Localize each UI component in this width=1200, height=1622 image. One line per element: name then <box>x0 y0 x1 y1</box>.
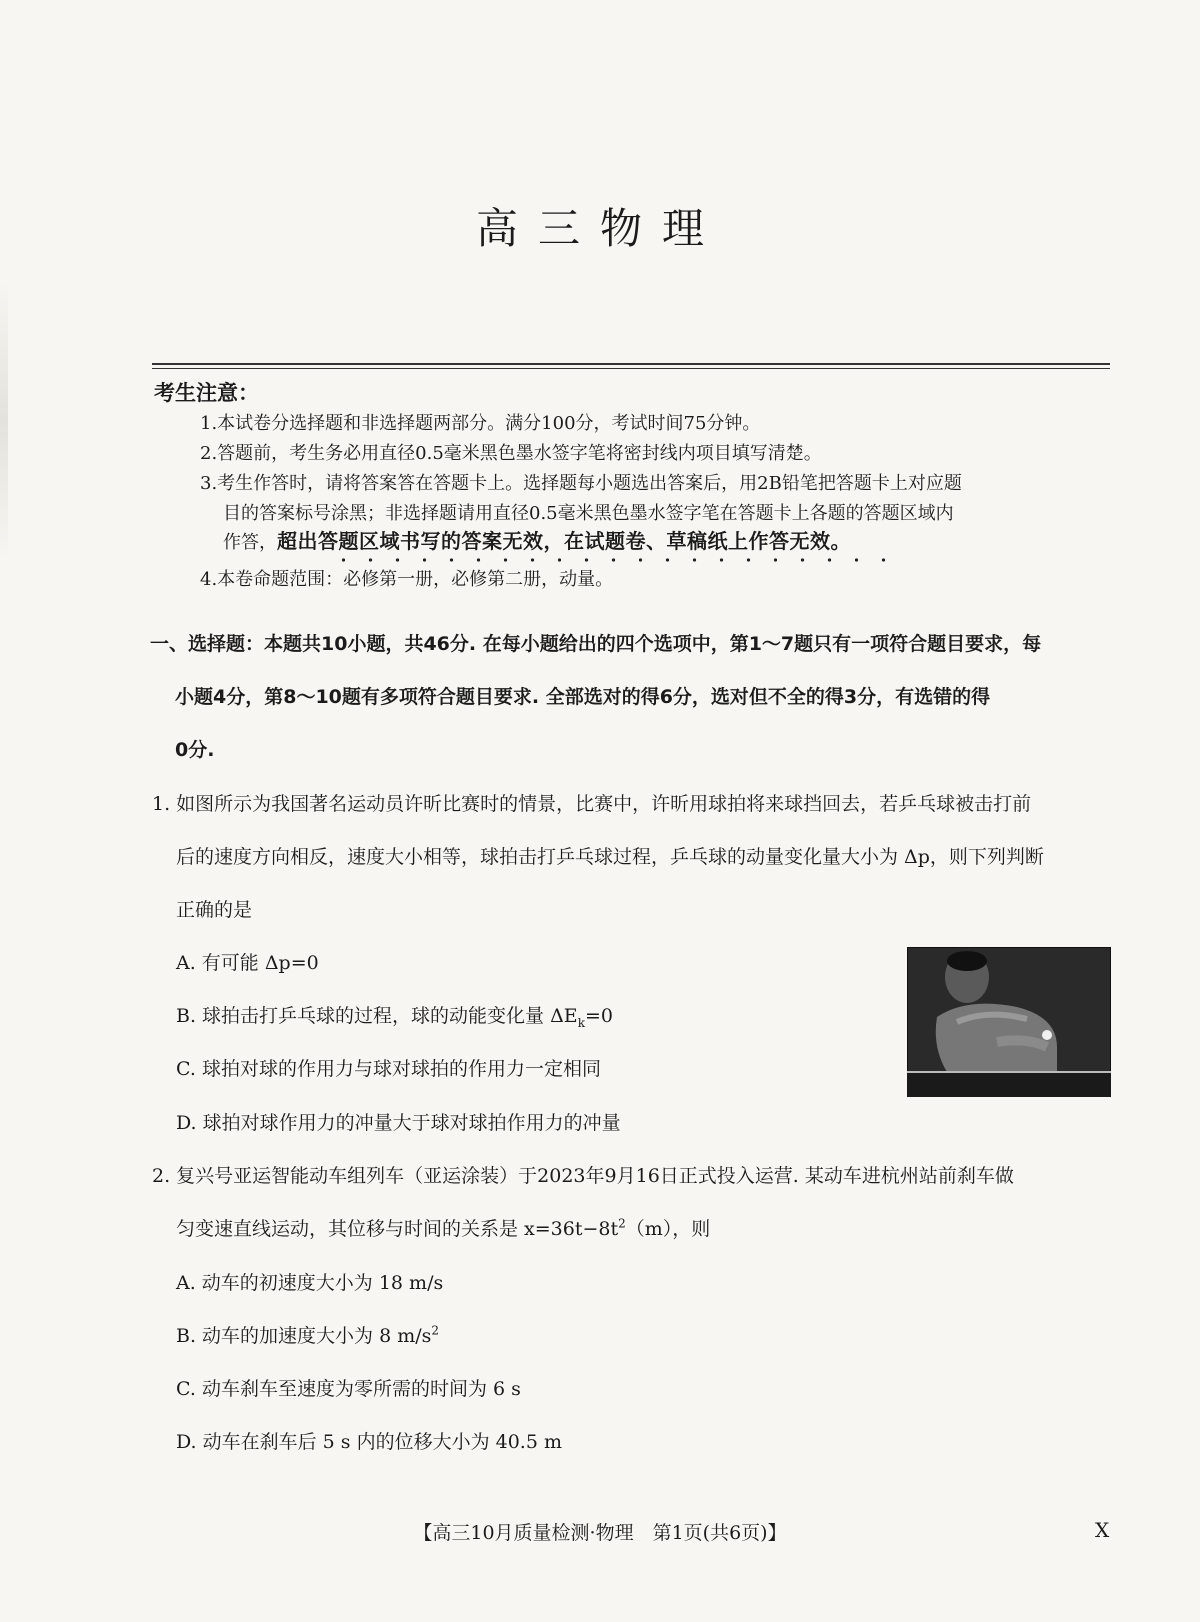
exam-title: 高三物理 <box>475 204 724 253</box>
notice-item-1: 1.本试卷分选择题和非选择题两部分。满分100分，考试时间75分钟。 <box>200 413 761 434</box>
emphasis-dots <box>330 558 900 562</box>
notice-item-3-cont2 <box>223 531 851 553</box>
q1-stem-line-2: 后的速度方向相反，速度大小相等，球拍击打乒乓球过程，乒乓球的动量变化量大小为 Δp，则下列判断 <box>176 846 1044 868</box>
scan-edge-shadow <box>0 280 8 560</box>
q2-stem-line-2-text: 匀变速直线运动，其位移与时间的关系是 x=36t−8t <box>176 1218 619 1240</box>
page-footer: 【高三10月质量检测·物理 第1页(共6页)】 <box>413 1522 787 1544</box>
q1-option-c: C. 球拍对球的作用力与球对球拍的作用力一定相同 <box>176 1058 601 1080</box>
notice-item-4: 4.本卷命题范围：必修第一册，必修第二册，动量。 <box>200 569 614 590</box>
q2-option-a: A. 动车的初速度大小为 18 m/s <box>176 1272 444 1294</box>
q2-stem-sup: 2 <box>618 1216 626 1231</box>
notice-heading: 考生注意： <box>154 380 259 405</box>
q2-stem-line-1: 2. 复兴号亚运智能动车组列车（亚运涂装）于2023年9月16日正式投入运营. 某动车进杭州站前刹车做 <box>152 1165 1014 1187</box>
q2-option-b <box>176 1321 439 1348</box>
q2-option-b-sup: 2 <box>431 1323 440 1338</box>
notice-item-3-cont: 目的答案标号涂黑；非选择题请用直径0.5毫米黑色墨水签字笔在答题卡上各题的答题区域内 <box>223 503 954 524</box>
header-rule-thin <box>152 368 1110 369</box>
notice-item-3-prefix: 作答， <box>223 532 277 553</box>
section-1-heading-cont2: 0分. <box>175 739 215 761</box>
footer-mark: X <box>1095 1518 1110 1542</box>
q2-option-c: C. 动车刹车至速度为零所需的时间为 6 s <box>176 1378 521 1400</box>
header-rule-thick <box>152 363 1110 365</box>
q1-option-b-sub: k <box>577 1015 585 1030</box>
table-tennis-player-photo <box>907 947 1111 1097</box>
q2-option-d: D. 动车在刹车后 5 s 内的位移大小为 40.5 m <box>176 1431 562 1453</box>
q1-stem-line-3: 正确的是 <box>176 899 253 921</box>
q2-stem-line-2-end: （m），则 <box>625 1218 711 1240</box>
q2-stem-line-2 <box>176 1214 710 1241</box>
notice-emphasis: 超出答题区域书写的答案无效，在试题卷、草稿纸上作答无效。 <box>277 529 851 553</box>
q1-stem-line-1: 1. 如图所示为我国著名运动员许昕比赛时的情景，比赛中，许昕用球拍将来球挡回去，若乒乓球被击打前 <box>152 793 1032 815</box>
q1-option-a: A. 有可能 Δp=0 <box>176 952 319 974</box>
q1-option-b <box>176 1001 613 1030</box>
notice-item-3: 3.考生作答时，请将答案答在答题卡上。选择题每小题选出答案后，用2B铅笔把答题卡上对应题 <box>200 473 962 494</box>
section-1-heading: 一、选择题：本题共10小题，共46分. 在每小题给出的四个选项中，第1～7题只有一项符合题目要求，每 <box>150 633 1042 655</box>
notice-item-2: 2.答题前，考生务必用直径0.5毫米黑色墨水签字笔将密封线内项目填写清楚。 <box>200 443 822 464</box>
q1-option-d: D. 球拍对球作用力的冲量大于球对球拍作用力的冲量 <box>176 1112 621 1134</box>
q2-option-b-text: B. 动车的加速度大小为 8 m/s <box>176 1325 432 1347</box>
q1-option-b-end: =0 <box>584 1005 613 1027</box>
section-1-heading-cont: 小题4分，第8～10题有多项符合题目要求. 全部选对的得6分，选对但不全的得3分，有选错的得 <box>175 686 991 708</box>
q1-option-b-text: B. 球拍击打乒乓球的过程，球的动能变化量 ΔE <box>176 1005 578 1027</box>
